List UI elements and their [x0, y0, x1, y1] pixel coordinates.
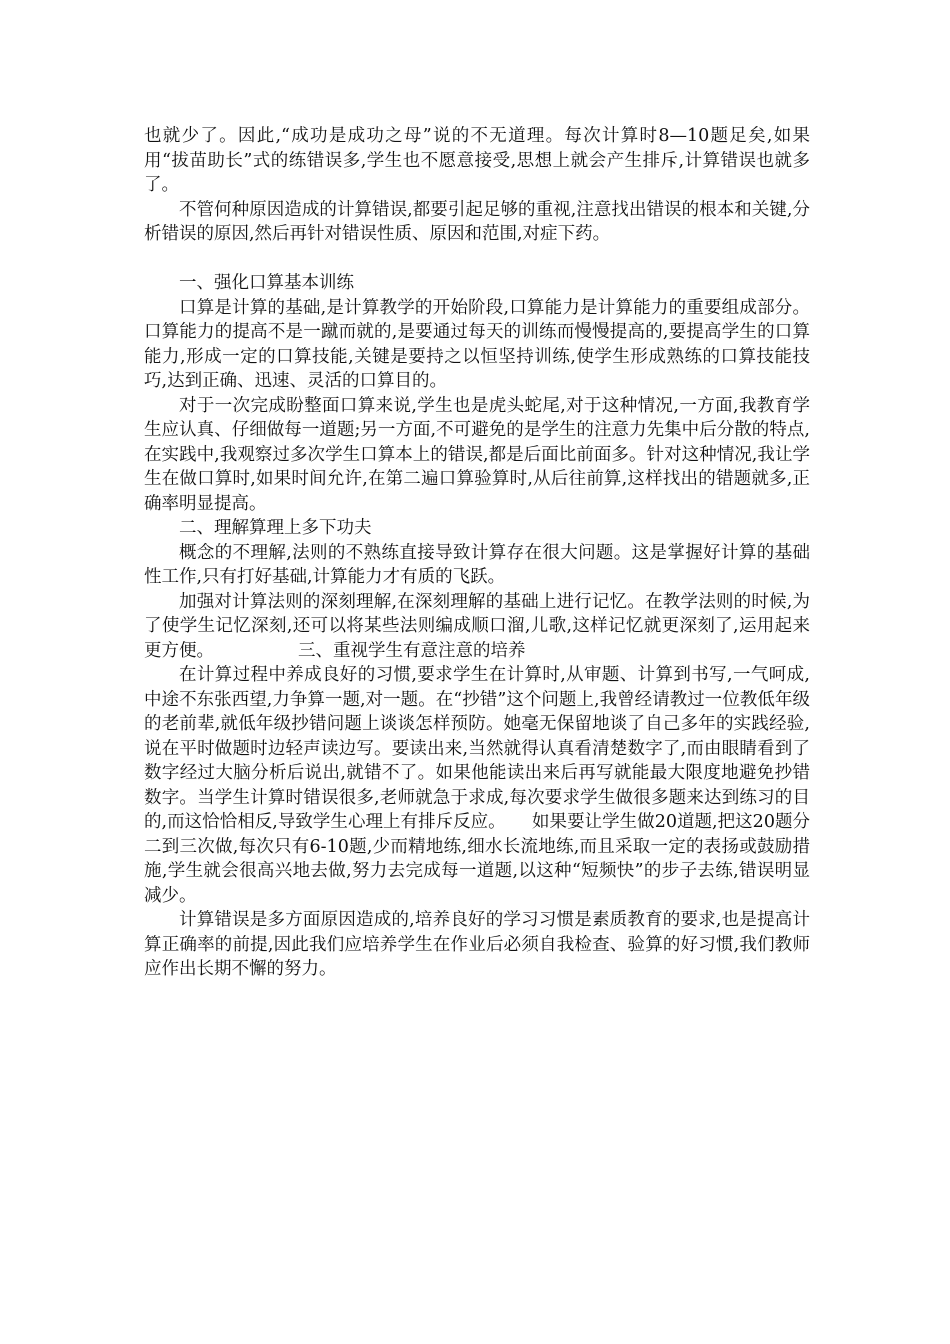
paragraph-conclusion: 计算错误是多方面原因造成的,培养良好的学习习惯是素质教育的要求,也是提高计算正确率的前提,因此我们应培养学生在作业后必须自我检查、验算的好习惯,我们教师应作出长期不懈的努力。 [144, 910, 810, 979]
paragraph-concepts: 概念的不理解,法则的不熟练直接导致计算存在很大问题。这是掌握好计算的基础性工作,只有打好基础,计算能力才有质的飞跃。 [144, 542, 810, 587]
document-body [144, 124, 810, 982]
paragraph-habits-continued: 如果要让学生做20道题,把这20题分二到三次做,每次只有6-10题,少而精地练,细水长流地练,而且采取一定的表扬或鼓励措施,学生就会很高兴地去做,努力去完成每一道题,以这种“短频快”的步子去练,错误明显减少。 [144, 812, 811, 906]
paragraph-rules-memory-text: 加强对计算法则的深刻理解,在深刻理解的基础上进行记忆。在教学法则的时候,为了使学生记忆深刻,还可以将某些法则编成顺口溜,儿歌,这样记忆就更深刻了,运用起来更方便。 [144, 591, 810, 661]
paragraph-spacer [144, 247, 810, 272]
paragraph-rules-memory [144, 590, 810, 664]
section-heading-3: 三、重视学生有意注意的培养 [298, 640, 526, 661]
paragraph-habits [144, 663, 810, 908]
paragraph-habits-text: 在计算过程中养成良好的习惯,要求学生在计算时,从审题、计算到书写,一气呵成,中途不东张西望,力争算一题,对一题。在“抄错”这个问题上,我曾经请教过一位教低年级的老前辈,就低年级抄错问题上谈谈怎样预防。她毫无保留地谈了自己多年的实践经验,说在平时做题时边轻声读边写。要读出来,当然就得认真看清楚数字了,而由眼睛看到了数字经过大脑分析后说出,就错不了。如果他能读出来后再写就能最大限度地避免抄错数字。当学生计算时错误很多,老师就急于求成,每次要求学生做很多题来达到练习的目的,而这恰恰相反,导致学生心理上有排斥反应。 [144, 665, 810, 832]
section-heading-1: 一、强化口算基本训练 [179, 273, 354, 293]
paragraph-mental-math-practice: 对于一次完成盼整面口算来说,学生也是虎头蛇尾,对于这种情况,一方面,我教育学生应认真、仔细做每一道题;另一方面,不可避免的是学生的注意力先集中后分散的特点,在实践中,我观察过多次学生口算本上的错误,都是后面比前面多。针对这种情况,我让学生在做口算时,如果时间允许,在第二遍口算验算时,从后往前算,这样找出的错题就多,正确率明显提高。 [144, 395, 810, 514]
paragraph-continuation: 也就少了。因此,“成功是成功之母”说的不无道理。每次计算时8—10题足矣,如果用“拔苗助长”式的练错误多,学生也不愿意接受,思想上就会产生排斥,计算错误也就多了。 [144, 126, 810, 195]
paragraph-error-causes: 不管何种原因造成的计算错误,都要引起足够的重视,注意找出错误的根本和关键,分析错误的原因,然后再针对错误性质、原因和范围,对症下药。 [144, 199, 810, 244]
section-heading-2: 二、理解算理上多下功夫 [179, 518, 372, 538]
paragraph-mental-math: 口算是计算的基础,是计算教学的开始阶段,口算能力是计算能力的重要组成部分。口算能力的提高不是一蹴而就的,是要通过每天的训练而慢慢提高的,要提高学生的口算能力,形成一定的口算技能,关键是要持之以恒坚持训练,使学生形成熟练的口算技能技巧,达到正确、迅速、灵活的口算目的。 [144, 297, 810, 391]
